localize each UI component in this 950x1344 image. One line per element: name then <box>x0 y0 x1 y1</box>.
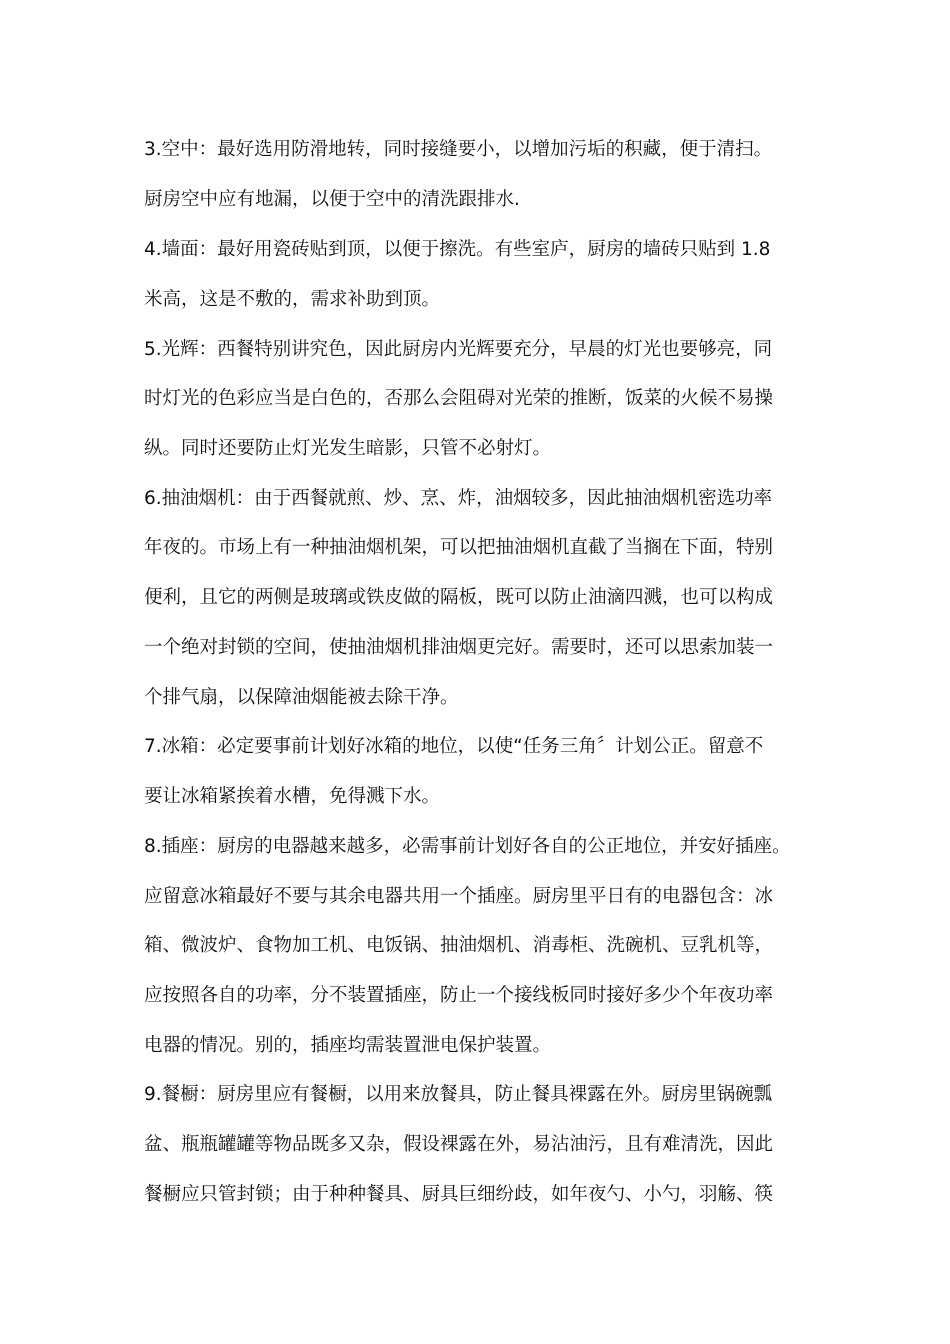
text-line: 便利，且它的两侧是玻璃或铁皮做的隔板，既可以防止油滴四溅，也可以构成 <box>144 587 774 608</box>
text-line: 盆、瓶瓶罐罐等物品既多又杂，假设裸露在外，易沾油污，且有难清洗，因此 <box>144 1134 774 1155</box>
text-line: 米高，这是不敷的，需求补助到顶。 <box>144 289 441 310</box>
text-line: 电器的情况。别的，插座均需装置泄电保护装置。 <box>144 1035 552 1056</box>
text-line: 3.空中：最好选用防滑地转，同时接缝要小，以增加污垢的积藏，便于清扫。 <box>144 139 773 160</box>
text-line: 5.光辉：西餐特别讲究色，因此厨房内光辉要充分，早晨的灯光也要够亮，同 <box>144 339 773 360</box>
text-line: 要让冰箱紧挨着水槽，免得溅下水。 <box>144 786 441 807</box>
text-line: 厨房空中应有地漏，以便于空中的清洗跟排水. <box>144 189 520 210</box>
text-line: 8.插座：厨房的电器越来越多，必需事前计划好各自的公正地位，并安好插座。 <box>144 836 791 857</box>
text-line: 纵。同时还要防止灯光发生暗影，只管不必射灯。 <box>144 438 552 459</box>
text-line: 4.墙面：最好用瓷砖贴到顶，以便于擦洗。有些室庐，厨房的墙砖只贴到 1.8 <box>144 239 771 260</box>
text-line: 应按照各自的功率，分不装置插座，防止一个接线板同时接好多少个年夜功率 <box>144 985 774 1006</box>
text-line: 应留意冰箱最好不要与其余电器共用一个插座。厨房里平日有的电器包含：冰 <box>144 886 774 907</box>
text-line: 时灯光的色彩应当是白色的，否那么会阻碍对光荣的推断，饭菜的火候不易操 <box>144 388 774 409</box>
text-line: 6.抽油烟机：由于西餐就煎、炒、烹、炸，油烟较多，因此抽油烟机密选功率 <box>144 488 773 509</box>
text-line: 7.冰箱：必定要事前计划好冰箱的地位，以使“任务三角〞计划公正。留意不 <box>144 736 764 757</box>
text-line: 个排气扇，以保障油烟能被去除干净。 <box>144 687 459 708</box>
text-line: 箱、微波炉、食物加工机、电饭锅、抽油烟机、消毒柜、洗碗机、豆乳机等， <box>144 935 774 956</box>
text-line: 9.餐橱：厨房里应有餐橱，以用来放餐具，防止餐具裸露在外。厨房里锅碗瓢 <box>144 1084 773 1105</box>
text-line: 餐橱应只管封锁；由于种种餐具、厨具巨细纷歧，如年夜勺、小勺，羽觞、筷 <box>144 1184 774 1205</box>
text-line: 年夜的。市场上有一种抽油烟机架，可以把抽油烟机直截了当搁在下面，特别 <box>144 537 774 558</box>
text-line: 一个绝对封锁的空间，使抽油烟机排油烟更完好。需要时，还可以思索加装一 <box>144 637 774 658</box>
